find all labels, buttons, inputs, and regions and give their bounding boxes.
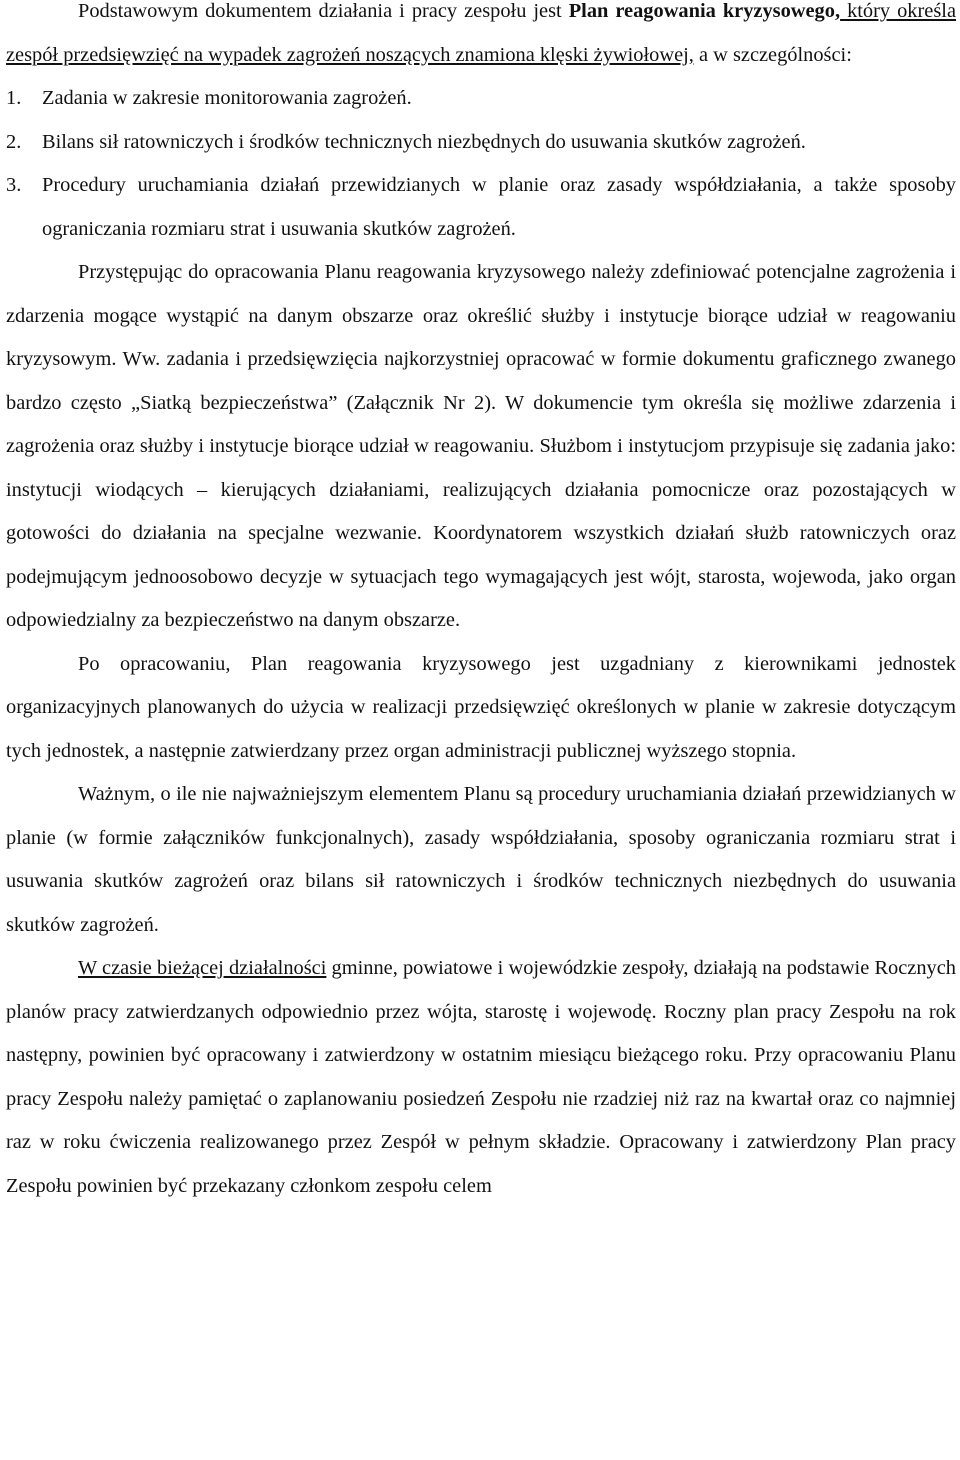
intro-underlined: który określa zespół przedsięwzięć na wypadek zagrożeń noszących znamiona klęski żywiołowej,: [6, 0, 956, 66]
paragraph-procedures: Ważnym, o ile nie najważniejszym elementem Planu są procedury uruchamiania działań przewidzianych w planie (w formie załączników funkcjonalnych), zasady współdziałania, sposoby ograniczania rozmiaru strat i usuwania skutków zagrożeń oraz bilans sił ratowniczych i środków technicznych niezbędnych do usuwania skutków zagrożeń.: [6, 783, 956, 936]
document-page: [6, 0, 956, 1208]
list-number: 2.: [6, 130, 22, 153]
annual-plan-text: gminne, powiatowe i wojewódzkie zespoły, działają na podstawie Rocznych planów pracy zatwierdzanych odpowiednio przez wójta, starostę i wojewodę. Roczny plan pracy Zespołu na rok następny, powinien być opracowany i zatwierdzony w ostatnim miesiącu bieżącego roku. Przy opracowaniu Planu pracy Zespołu należy pamiętać o zaplanowaniu posiedzeń Zespołu nie rzadziej niż raz na kwartał oraz co najmniej raz w roku ćwiczenia realizowanego przez Zespół w pełnym składzie. Opracowany i zatwierdzony Plan pracy Zespołu powinien być przekazany członkom zespołu celem: [6, 957, 956, 1197]
list-number: 3.: [6, 174, 22, 196]
current-activity-underlined: W czasie bieżącej działalności: [78, 957, 327, 979]
plan-title-bold: Plan reagowania kryzysowego,: [568, 0, 841, 22]
list-item: [6, 77, 956, 121]
list-text: Bilans sił ratowniczych i środków technicznych niezbędnych do usuwania skutków zagrożeń.: [42, 130, 806, 153]
list-text: Zadania w zakresie monitorowania zagrożeń.: [42, 87, 412, 109]
intro-tail: a w szczególności:: [693, 43, 852, 66]
intro-text: Podstawowym dokumentem działania i pracy zespołu jest: [78, 0, 569, 22]
list-item: [6, 121, 956, 165]
paragraph-definitions: Przystępując do opracowania Planu reagowania kryzysowego należy zdefiniować potencjalne zagrożenia i zdarzenia mogące wystąpić na danym obszarze oraz określić służby i instytucje biorące udział w reagowaniu kryzysowym. Ww. zadania i przedsięwzięcia najkorzystniej opracować w formie dokumentu graficznego zwanego bardzo często „Siatką bezpieczeństwa” (Załącznik Nr 2). W dokumencie tym określa się możliwe zdarzenia i zagrożenia oraz służby i instytucje biorące udział w reagowaniu. Służbom i instytucjom przypisuje się zadania jako: instytucji wiodących – kierujących działaniami, realizujących działania pomocnicze oraz pozostających w gotowości do działania na specjalne wezwanie. Koordynatorem wszystkich działań służb ratowniczych oraz podejmującym jednoosobowo decyzje w sytuacjach tego wymagających jest wójt, starosta, wojewoda, jako organ odpowiedzialny za bezpieczeństwo na danym obszarze.: [6, 261, 956, 631]
paragraph-approval: Po opracowaniu, Plan reagowania kryzysowego jest uzgadniany z kierownikami jednostek organizacyjnych planowanych do użycia w realizacji przedsięwzięć określonych w planie w zakresie dotyczącym tych jednostek, a następnie zatwierdzany przez organ administracji publicznej wyższego stopnia.: [6, 652, 956, 762]
paragraph-intro: [6, 0, 956, 77]
list-number: 1.: [6, 87, 22, 109]
list-text: Procedury uruchamiania działań przewidzianych w planie oraz zasady współdziałania, a także sposoby ograniczania rozmiaru strat i usuwania skutków zagrożeń.: [42, 174, 956, 240]
paragraph-annual-plan: [6, 947, 956, 1208]
list-item: [6, 164, 956, 251]
